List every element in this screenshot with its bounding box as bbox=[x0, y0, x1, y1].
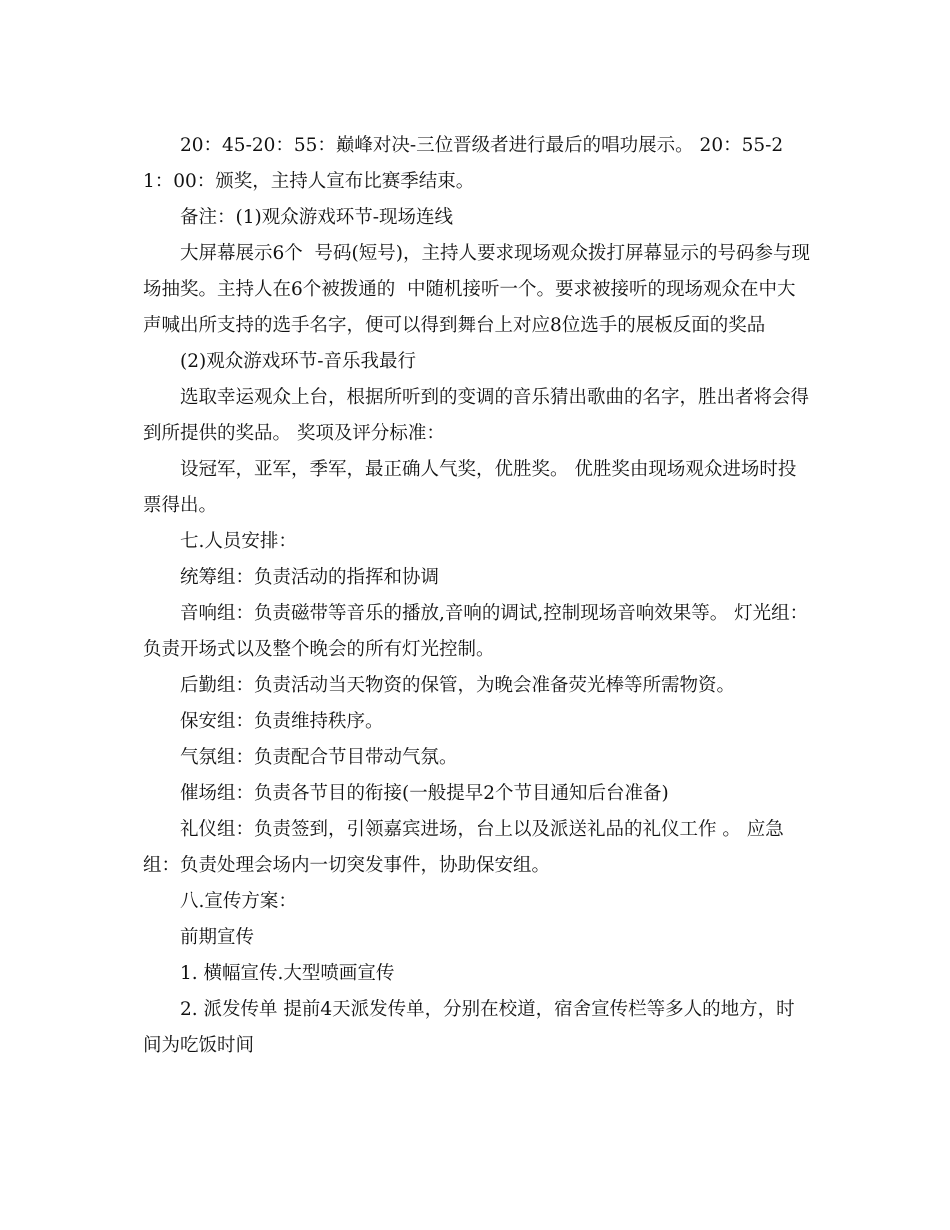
list-item-banner-publicity: 1. 横幅宣传.大型喷画宣传 bbox=[180, 963, 395, 984]
paragraph-security-group: 保安组：负责维持秩序。 bbox=[180, 711, 384, 732]
paragraph-schedule-finale: 20：45-20：55：巅峰对决-三位晋级者进行最后的唱功展示。 20：55-21：00：颁奖，主持人宣布比赛季结束。 bbox=[143, 135, 784, 192]
paragraph-game-2-description: 选取幸运观众上台，根据所听到的变调的音乐猜出歌曲的名字，胜出者将会得到所提供的奖品。 奖项及评分标准： bbox=[143, 387, 810, 444]
paragraph-etiquette-emergency-groups: 礼仪组：负责签到，引领嘉宾进场，台上以及派送礼品的礼仪工作 。 应急组：负责处理会场内一切突发事件，协助保安组。 bbox=[143, 819, 784, 876]
section-heading-staffing: 七.人员安排： bbox=[180, 531, 297, 552]
paragraph-game-2-title: (2)观众游戏环节-音乐我最行 bbox=[180, 351, 416, 372]
paragraph-sound-lighting-groups: 音响组：负责磁带等音乐的播放,音响的调试,控制现场音响效果等。 灯光组：负责开场式以及整个晚会的所有灯光控制。 bbox=[143, 603, 809, 660]
paragraph-atmosphere-group: 气氛组：负责配合节目带动气氛。 bbox=[180, 747, 458, 768]
paragraph-stage-call-group: 催场组：负责各节目的衔接(一般提早2个节目通知后台准备) bbox=[180, 783, 669, 804]
list-item-flyer-distribution: 2. 派发传单 提前4天派发传单，分别在校道，宿舍宣传栏等多人的地方，时间为吃饭时间 bbox=[143, 999, 795, 1056]
paragraph-coordination-group: 统筹组：负责活动的指挥和协调 bbox=[180, 567, 440, 588]
paragraph-game-1-description: 大屏幕展示6个 号码(短号)，主持人要求现场观众拨打屏幕显示的号码参与现场抽奖。主持人在6个被拨通的 中随机接听一个。要求被接听的现场观众在中大声喊出所支持的选手名字，便可以得到舞台上对应8位选手的展板反面的奖品 bbox=[143, 243, 810, 336]
paragraph-logistics-group: 后勤组：负责活动当天物资的保管，为晚会准备荧光棒等所需物资。 bbox=[180, 675, 736, 696]
paragraph-awards: 设冠军，亚军，季军，最正确人气奖，优胜奖。 优胜奖由现场观众进场时投票得出。 bbox=[143, 459, 797, 516]
document-body bbox=[143, 128, 811, 1064]
paragraph-early-publicity: 前期宣传 bbox=[180, 927, 255, 948]
section-heading-publicity: 八.宣传方案： bbox=[180, 891, 297, 912]
paragraph-note-game-1-title: 备注：(1)观众游戏环节-现场连线 bbox=[180, 207, 453, 228]
